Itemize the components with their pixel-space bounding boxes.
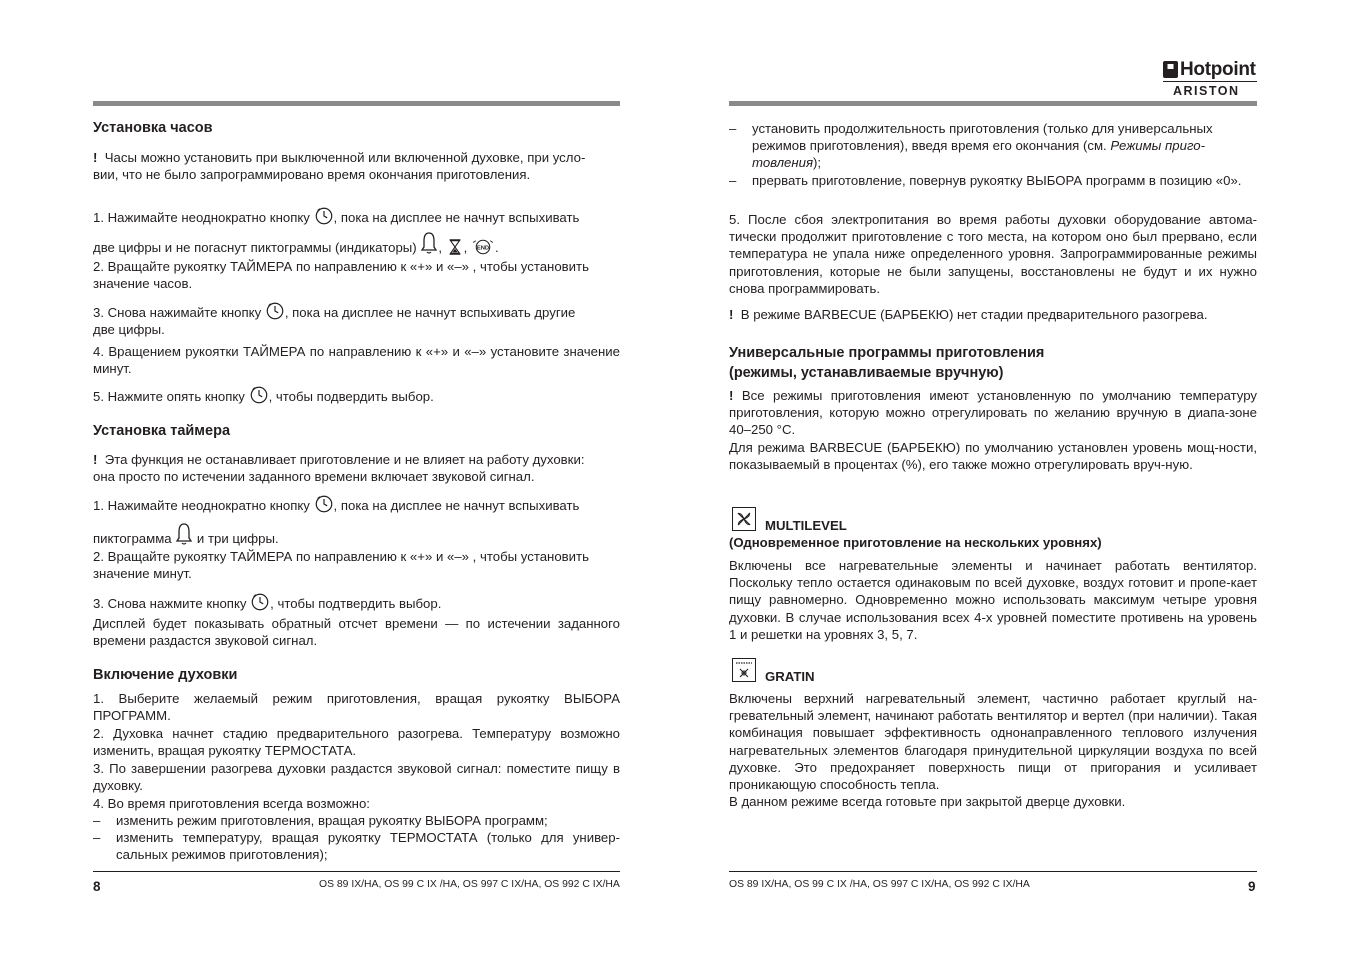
clock-step-2-line-1: 2. Вращайте рукоятку ТАЙМЕРА по направлению к «+» и «–» , чтобы установить [93,259,589,274]
bbq-note: ! В режиме BARBECUE (БАРБЕКЮ) нет стадии предварительного разогрева. [729,307,1208,322]
clock-step-4: 4. Вращением рукоятки ТАЙМЕРА по направлению к «+» и «–» установите значение минут. [93,344,620,377]
hourglass-icon [446,238,464,256]
multilevel-title: MULTILEVEL [765,518,847,533]
clock-icon [314,206,334,226]
left-bottom-rule [93,871,620,872]
timer-note-line-1: ! Эта функция не останавливает приготовление и не влияет на работу духовки: [93,452,585,467]
oven-step-2: 2. Духовка начнет стадию предварительного разогрева. Температуру возможно изменить, вращая рукоятку ТЕРМОСТАТА. [93,726,620,759]
timer-step-3: 3. Снова нажмите кнопку , чтобы подтвердить выбор. [93,592,441,612]
clock-step-1a: 1. Нажимайте неоднократно кнопку , пока на дисплее не начнут вспыхивать [93,206,579,226]
universal-heading-line-2: (режимы, устанавливаемые вручную) [729,365,1004,381]
timer-heading: Установка таймера [93,423,231,439]
timer-note-line-2: она просто по истечении заданного времени включает звуковой сигнал. [93,469,535,484]
clock-step-3-line-2: две цифры. [93,322,165,337]
timer-step-2-line-2: значение минут. [93,566,192,581]
clock-icon [265,301,285,321]
clock-icon [250,592,270,612]
right-page-number: 9 [1248,879,1256,894]
gratin-text-2: В данном режиме всегда готовьте при закрытой дверце духовки. [729,794,1126,809]
universal-note: ! Все режимы приготовления имеют установленную по умолчанию температуру приготовления, которую можно отрегулировать по желанию вручную в диапа-зоне 40–250 °C. [729,388,1258,438]
right-dash-1: – установить продолжительность приготовления (только для универсальных режимов приготовления), введя время его окончания (см. Режимы приго- товления); [729,121,1213,171]
right-top-bar [729,101,1257,106]
multilevel-subtitle: (Одновременное приготовление на нескольких уровнях) [729,535,1102,550]
brand-logo [1163,60,1257,100]
timer-step-1b: пиктограмма и три цифры. [93,522,279,547]
right-footer-models: OS 89 IX/HA, OS 99 C IX /HA, OS 997 C IX/HA, OS 992 C IX/HA [729,879,1030,890]
bell-icon [420,231,438,255]
clock-step-5: 5. Нажмите опять кнопку , чтобы подвердить выбор. [93,385,434,405]
clock-step-1b: две цифры и не погаснут пиктограммы (индикаторы) , , . [93,231,499,256]
clock-step-2-line-2: значение часов. [93,276,193,291]
oven-step-4: 4. Во время приготовления всегда возможно: [93,796,370,811]
right-dash-2: – прервать приготовление, повернув рукоятку ВЫБОРА программ в позицию «0». [729,173,1242,188]
timer-step-1a: 1. Нажимайте неоднократно кнопку , пока на дисплее не начнут вспыхивать [93,494,579,514]
oven-dash-2: – изменить температуру, вращая рукоятку ТЕРМОСТАТА (только для универ-сальных режимов приготовления); [93,830,620,863]
brand-name: Hotpoint [1180,59,1256,80]
universal-heading-line-1: Универсальные программы приготовления [729,345,1045,361]
multilevel-fan-icon [732,507,756,531]
clock-note-line-2: вии, что не было запрограммировано время окончания приготовления. [93,167,531,182]
gratin-title: GRATIN [765,669,815,684]
universal-bbq: Для режима BARBECUE (БАРБЕКЮ) по умолчанию установлен уровень мощ-ности, показываемый в процентах (%), его также можно отрегулировать вруч-ную. [729,440,1257,473]
multilevel-text: Включены все нагревательные элементы и начинает работать вентилятор. Поскольку тепло остается одинаковым по всей духовке, воздух готовит и пропе-кает пищу равномерно. Одновременно можно использовать максимум четыре уровня духовки. В случае использования всех 4-х уровней поместите противень на уровень 1 и решетки на уровнях 3, 5, 7. [729,558,1257,642]
timer-step-4: Дисплей будет показывать обратный отсчет времени — по истечении заданного времени раздастся звуковой сигнал. [93,616,620,649]
timer-step-2-line-1: 2. Вращайте рукоятку ТАЙМЕРА по направлению к «+» и «–» , чтобы установить [93,549,589,564]
clock-note-line-1: ! Часы можно установить при выключенной или включенной духовке, при усло- [93,150,586,165]
gratin-text: Включены верхний нагревательный элемент, частично работает круглый на-гревательный элемент, начинают работать вентилятор и вертел (при наличии). Такая комбинация повышает эффективность однонаправленного теплового излучения нагревательных элементов благодаря принудительной циркуляции воздуха по всей духовке. Это предохраняет поверхность пищи от пригорания и усиливает проникающую способность тепла. [729,691,1257,793]
right-bottom-rule [729,871,1257,872]
clock-icon [249,385,269,405]
oven-heading: Включение духовки [93,667,238,683]
oven-step-3: 3. По завершении разогрева духовки раздастся звуковой сигнал: поместите пищу в духовку. [93,761,620,794]
left-footer-models: OS 89 IX/HA, OS 99 C IX /HA, OS 997 C IX/HA, OS 992 C IX/HA [319,879,620,890]
power-failure-paragraph: 5. После сбоя электропитания во время работы духовки оборудование автома-тически продолжит приготовление с того места, на котором оно был прервано, если температура не упала ниже определенного уровня. Запрограммированные режимы приготовления, которые не были запущены, восстановлены не будут и их нужно снова программировать. [729,212,1257,296]
oven-dash-1: – изменить режим приготовления, вращая рукоятку ВЫБОРА программ; [93,813,548,828]
bell-icon [175,522,193,546]
left-top-bar [93,101,620,106]
clock-icon [314,494,334,514]
gratin-icon [732,658,756,682]
hotpoint-logo-icon [1163,61,1178,78]
brand-sub: ARISTON [1173,84,1240,98]
oven-step-1: 1. Выберите желаемый режим приготовления, вращая рукоятку ВЫБОРА ПРОГРАММ. [93,691,620,724]
left-page-number: 8 [93,879,101,894]
clock-step-3: 3. Снова нажимайте кнопку , пока на дисплее не начнут вспыхивать другие [93,301,575,321]
clock-heading: Установка часов [93,120,213,136]
end-icon [471,238,495,256]
